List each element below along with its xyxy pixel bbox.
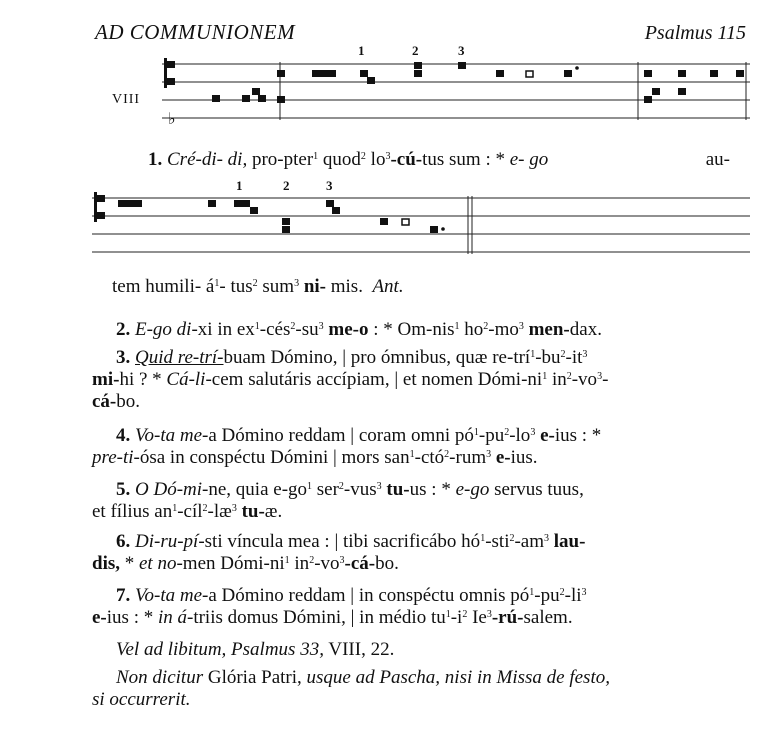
verse-5-line-1: 5. O Dó-mi-ne, quia $e-go^1$ ser$^2$-vus$^3$ tu-us : * e-go servus tuus, bbox=[116, 479, 584, 500]
accent-number: 3 bbox=[326, 178, 333, 193]
accent-number: 1 bbox=[358, 43, 365, 58]
c-clef-icon bbox=[164, 58, 175, 88]
verse-3-line-1: 3. Quid re-trí-buam Dómino, | pro ómnibus, quæ $re-trí^1-bu^2-it^3$ bbox=[116, 347, 588, 368]
chant-staff-2 bbox=[90, 174, 770, 264]
verse-1-ending: tem humili- $á^1-$ tus$^2$ sum$^3$ ni- mis. Ant. bbox=[112, 276, 404, 297]
verse-1: 1. Cré-di- di, pro-pter$^1$ quod$^2$ $lo^3-cú$-tus sum : * e- go au- bbox=[148, 149, 730, 170]
accent-number: 3 bbox=[458, 43, 465, 58]
verse-2: 2. E-go di-xi in $ex^1-cés^2-su^3$ me-o : * Om-nis$^1$ $ho^2-mo^3$ men-dax. bbox=[116, 319, 602, 340]
verse-6-line-2: dis, * et no-men Dómi-$ni^1$ $in^2-vo^3-cá-bo$. bbox=[92, 553, 399, 574]
verse-7-line-2: e-ius : * in á-triis domus Dómini, | in médio $tu^1-i^2$ Ie$^3$-rú-salem. bbox=[92, 607, 573, 628]
rubric-ad-libitum: Vel ad libitum, Psalmus 33, VIII, 22. bbox=[116, 639, 395, 660]
verse-3-line-2: mi-hi ? * Cá-li-cem salutáris accípiam, | et nomen Dómi-$ni^1$ $in^2-vo^3-$ bbox=[92, 369, 609, 390]
psalm-reference: Psalmus 115 bbox=[644, 22, 746, 44]
flat-icon bbox=[168, 109, 176, 128]
rubric-gloria: Non dicitur Glória Patri, usque ad Pascha, nisi in Missa de festo, bbox=[116, 667, 610, 688]
chant-staff-1 bbox=[160, 40, 760, 130]
rubric-occurrerit: si occurrerit. bbox=[92, 689, 191, 710]
verse-3-line-3: cá-bo. bbox=[92, 391, 141, 412]
verse-4-line-2: pre-ti-ósa in conspéctu Dómini | mors san$^1$-ctó$^2$-rum$^3$ e-ius. bbox=[92, 447, 538, 468]
verse-6-line-1: 6. Di-ru-pí-sti víncula mea : | tibi sacrificábo $hó^1-sti^2-am^3$ lau- bbox=[116, 531, 586, 552]
accent-number: 1 bbox=[236, 178, 243, 193]
verse-7-line-1: 7. Vo-ta me-a Dómino reddam | in conspéctu omnis $pó^1-pu^2-li^3$ bbox=[116, 585, 587, 606]
section-title: AD COMMUNIONEM bbox=[95, 20, 296, 44]
verse-5-line-2: et fílius $an^1-cíl^2-læ^3$ tu-æ. bbox=[92, 501, 283, 522]
verse-4-line-1: 4. Vo-ta me-a Dómino reddam | coram omni $pó^1-pu^2-lo^3$ e-ius : * bbox=[116, 425, 602, 446]
accent-number: 2 bbox=[283, 178, 290, 193]
mode-label: VIII bbox=[112, 92, 141, 107]
svg-text:♭: ♭ bbox=[168, 109, 176, 128]
accent-number: 2 bbox=[412, 43, 419, 58]
c-clef-icon bbox=[94, 192, 105, 222]
